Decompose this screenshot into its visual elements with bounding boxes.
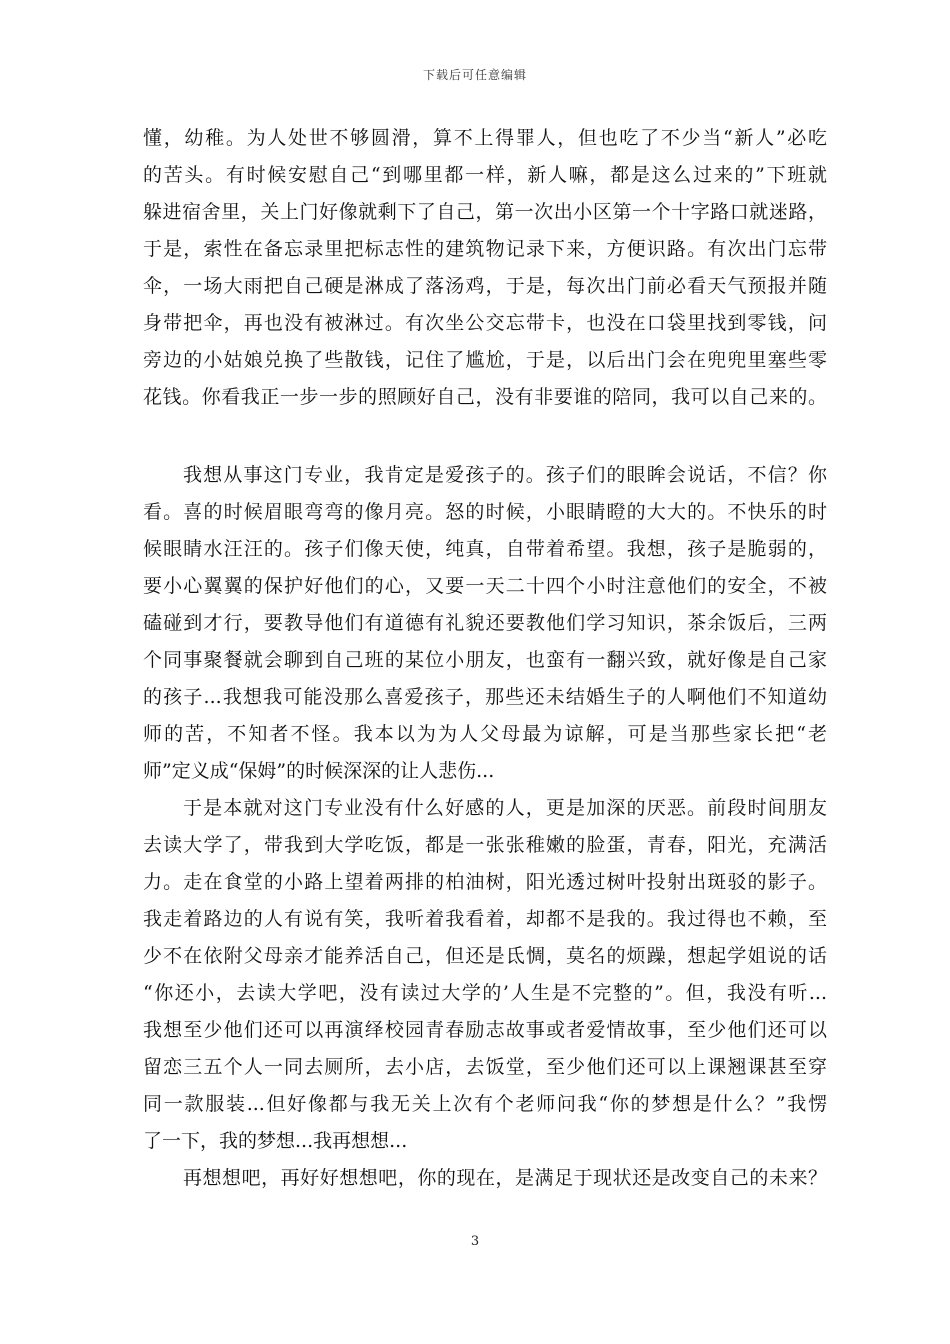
text-line: 花钱。你看我正一步一步的照顾好自己，没有非要谁的陪同，我可以自己来的。 <box>143 386 827 408</box>
text-line: 师的苦，不知者不怪。我本以为为人父母最为谅解，可是当那些家长把“老 <box>143 723 827 745</box>
text-line: 磕碰到才行，要教导他们有道德有礼貌还要教他们学习知识，茶余饭后，三两 <box>143 612 827 634</box>
text-line: 于是，索性在备忘录里把标志性的建筑物记录下来，方便识路。有次出门忘带 <box>143 238 827 260</box>
text-line: 的苦头。有时候安慰自己“到哪里都一样，新人嘛，都是这么过来的”下班就 <box>143 164 827 186</box>
text-line: 去读大学了，带我到大学吃饭，都是一张张稚嫩的脸蛋，青春，阳光，充满活 <box>143 834 827 856</box>
text-line: 同一款服装...但好像都与我无关上次有个老师问我“你的梦想是什么？”我愣 <box>143 1093 827 1115</box>
text-line: 看。喜的时候眉眼弯弯的像月亮。怒的时候，小眼睛瞪的大大的。不快乐的时 <box>143 501 827 523</box>
text-line: 伞，一场大雨把自己硬是淋成了落汤鸡，于是，每次出门前必看天气预报并随 <box>143 275 827 297</box>
text-line: 个同事聚餐就会聊到自己班的某位小朋友，也蛮有一翻兴致，就好像是自己家 <box>143 649 827 671</box>
paragraph-continued <box>143 120 827 416</box>
text-line: 旁边的小姑娘兑换了些散钱，记住了尴尬，于是，以后出门会在兜兜里塞些零 <box>143 349 827 371</box>
text-line: 留恋三五个人一同去厕所，去小店，去饭堂，至少他们还可以上课翘课甚至穿 <box>143 1056 827 1078</box>
text-line: 我想从事这门专业，我肯定是爱孩子的。孩子们的眼眸会说话，不信？你 <box>183 464 827 486</box>
text-line: 少不在依附父母亲才能养活自己，但还是氐惆，莫名的烦躁，想起学姐说的话 <box>143 945 827 967</box>
text-line: 了一下，我的梦想...我再想想... <box>143 1130 408 1152</box>
text-line: 候眼睛水汪汪的。孩子们像天使，纯真，自带着希望。我想，孩子是脆弱的， <box>143 538 827 560</box>
text-line: 要小心翼翼的保护好他们的心，又要一天二十四个小时注意他们的安全，不被 <box>143 575 827 597</box>
text-line: 于是本就对这门专业没有什么好感的人，更是加深的厌恶。前段时间朋友 <box>183 797 827 819</box>
text-line: 懂，幼稚。为人处世不够圆滑，算不上得罪人，但也吃了不少当“新人”必吃 <box>143 127 827 149</box>
text-line: 我想至少他们还可以再演绎校园青春励志故事或者爱情故事，至少他们还可以 <box>143 1019 827 1041</box>
text-line: 我走着路边的人有说有笑，我听着我看着，却都不是我的。我过得也不赖，至 <box>143 908 827 930</box>
text-line: “你还小，去读大学吧，没有读过大学的’人生是不完整的”。但，我没有听... <box>143 982 827 1004</box>
text-line: 躲进宿舍里，关上门好像就剩下了自己，第一次出小区第一个十字路口就迷路， <box>143 201 827 223</box>
text-line: 力。走在食堂的小路上望着两排的柏油树，阳光透过树叶投射出斑驳的影子。 <box>143 871 827 893</box>
text-line: 的孩子...我想我可能没那么喜爱孩子，那些还未结婚生子的人啊他们不知道幼 <box>143 686 827 708</box>
text-line: 师”定义成“保姆”的时候深深的让人悲伤... <box>143 760 495 782</box>
page-number: 3 <box>470 1234 480 1249</box>
text-line: 再想想吧，再好好想想吧，你的现在，是满足于现状还是改变自己的未来？ <box>183 1167 827 1189</box>
text-line: 身带把伞，再也没有被淋过。有次坐公交忘带卡，也没在口袋里找到零钱，问 <box>143 312 827 334</box>
paragraph-group <box>143 457 827 1197</box>
page-header: 下载后可任意编辑 <box>422 68 527 82</box>
